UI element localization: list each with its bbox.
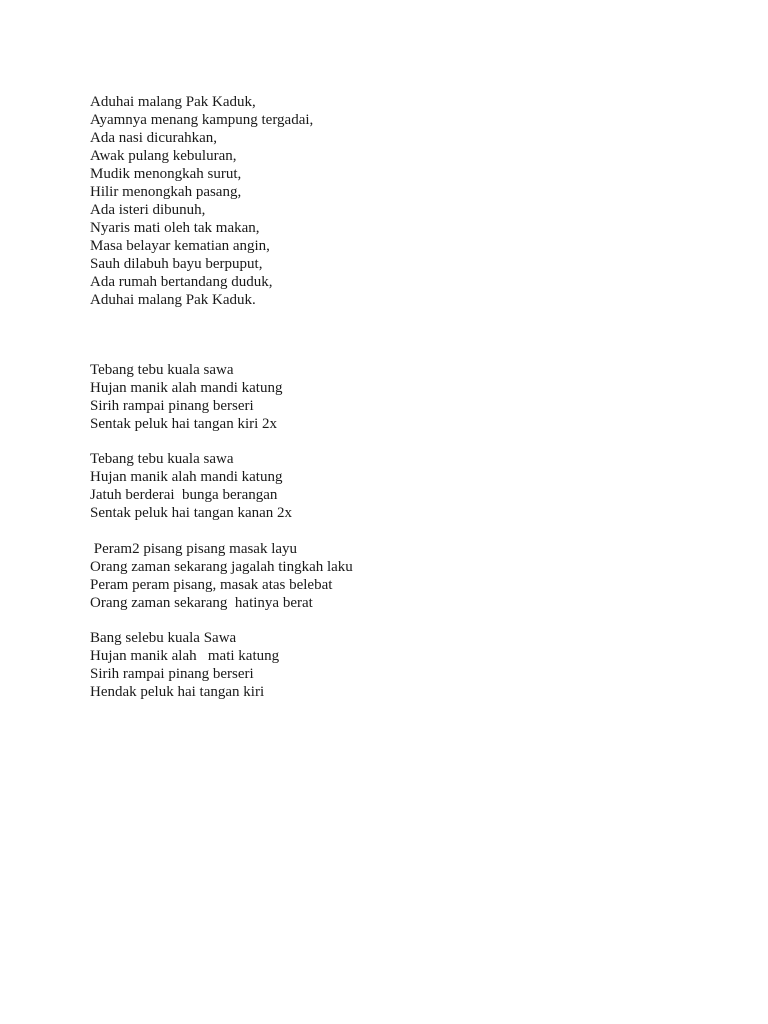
poem-line: Nyaris mati oleh tak makan, [90, 220, 260, 236]
stanza-tebang-tebu-1 [90, 361, 282, 433]
poem-line: Jatuh berderai bunga berangan [90, 487, 278, 503]
poem-line: Sentak peluk hai tangan kanan 2x [90, 505, 293, 521]
poem-line: Hujan manik alah mandi katung [90, 380, 283, 396]
poem-line: Aduhai malang Pak Kaduk. [90, 292, 256, 308]
poem-line: Tebang tebu kuala sawa [90, 451, 234, 467]
stanza-tebang-tebu-2 [90, 450, 292, 522]
poem-line: Ada rumah bertandang duduk, [90, 274, 273, 290]
poem-line: Bang selebu kuala Sawa [90, 630, 237, 646]
poem-line: Ayamnya menang kampung tergadai, [90, 112, 314, 128]
poem-line: Masa belayar kematian angin, [90, 238, 270, 254]
stanza-bang-selebu [90, 629, 279, 701]
poem-line: Peram peram pisang, masak atas belebat [90, 577, 333, 593]
stanza-peram-pisang [90, 540, 353, 612]
poem-line: Awak pulang kebuluran, [90, 148, 237, 164]
poem-line: Tebang tebu kuala sawa [90, 362, 234, 378]
poem-line: Hendak peluk hai tangan kiri [90, 684, 265, 700]
poem-line: Hilir menongkah pasang, [90, 184, 242, 200]
stanza-pak-kaduk [90, 93, 313, 309]
poem-line: Orang zaman sekarang jagalah tingkah laku [90, 559, 353, 575]
poem-line: Hujan manik alah mati katung [90, 648, 280, 664]
poem-line: Sirih rampai pinang berseri [90, 398, 254, 414]
poem-line: Orang zaman sekarang hatinya berat [90, 595, 313, 611]
poem-line: Peram2 pisang pisang masak layu [90, 541, 298, 557]
poem-line: Sirih rampai pinang berseri [90, 666, 254, 682]
poem-line: Ada isteri dibunuh, [90, 202, 206, 218]
poem-line: Sauh dilabuh bayu berpuput, [90, 256, 263, 272]
poem-line: Aduhai malang Pak Kaduk, [90, 94, 256, 110]
poem-line: Sentak peluk hai tangan kiri 2x [90, 416, 278, 432]
poem-line: Ada nasi dicurahkan, [90, 130, 218, 146]
poem-line: Hujan manik alah mandi katung [90, 469, 283, 485]
poem-line: Mudik menongkah surut, [90, 166, 242, 182]
